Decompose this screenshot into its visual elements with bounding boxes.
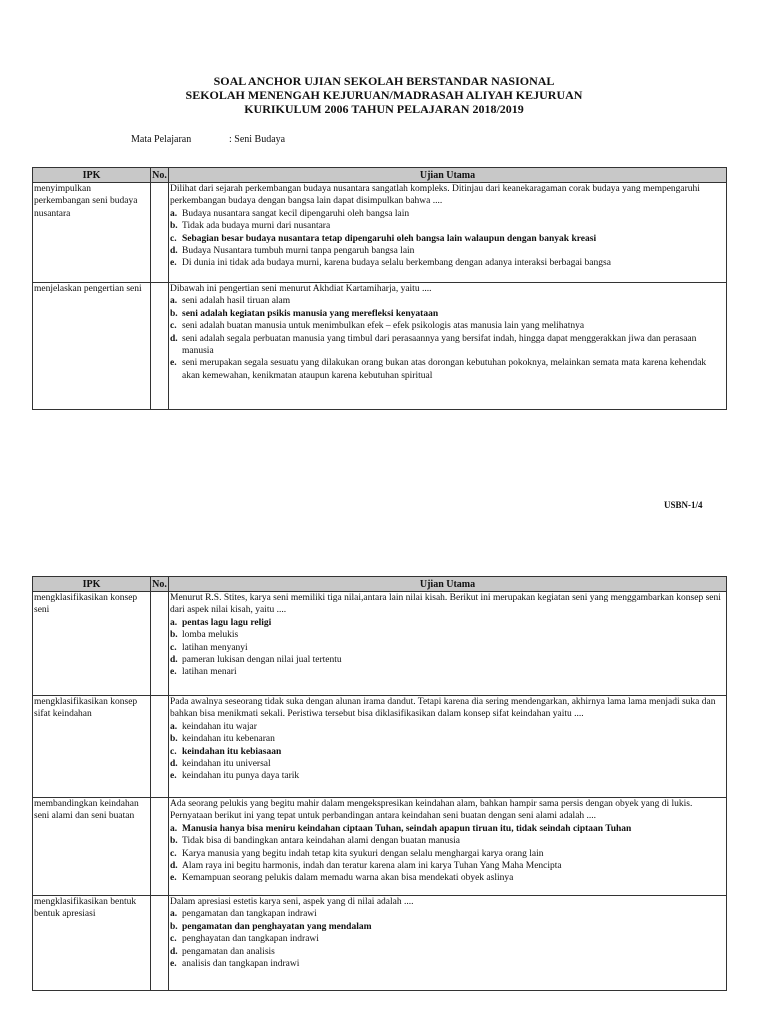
- question-row: [33, 798, 727, 896]
- column-header-no: No.: [152, 578, 167, 590]
- option-letter: d.: [170, 861, 178, 872]
- option-text: Budaya Nusantara tumbuh murni tanpa pengaruh bangsa lain: [182, 246, 415, 257]
- answer-option: [170, 629, 725, 641]
- option-text: seni adalah hasil tiruan alam: [182, 296, 291, 307]
- number-cell: [151, 283, 169, 410]
- number-cell: [151, 592, 169, 696]
- answer-option: [170, 770, 725, 782]
- option-text: seni adalah segala perbuatan manusia yang timbul dari perasaannya yang bersifat indah, hingga dapat menggerakkan jiwa dan perasaan manusia: [182, 333, 697, 357]
- ipk-cell: mengklasifikasikan konsep seni: [33, 592, 151, 696]
- answer-option: [170, 295, 725, 307]
- option-text: keindahan itu universal: [182, 759, 271, 770]
- question-cell: [169, 696, 727, 798]
- answer-option-correct: [170, 823, 725, 835]
- answer-option: [170, 860, 725, 872]
- option-text: seni adalah kegiatan psikis manusia yang merefleksi kenyataan: [182, 308, 439, 319]
- option-letter: d.: [170, 655, 178, 666]
- option-text: Di dunia ini tidak ada budaya murni, karena budaya selalu berkembang dengan adanya interaksi berbagai bangsa: [182, 258, 611, 269]
- answer-option: [170, 872, 725, 884]
- option-text: pentas lagu lagu religi: [182, 617, 272, 628]
- option-text: pengamatan dan analisis: [182, 946, 275, 957]
- question-cell: [169, 592, 727, 696]
- question-cell: [169, 798, 727, 896]
- question-stem: Ada seorang pelukis yang begitu mahir dalam mengekspresikan keindahan alam, bahkan hampir sama persis dengan obyek yang di lukis. Pernyataan berikut ini yang tepat untuk perbandingan antara keindahan seni buatan dengan seni alami adalah ....: [170, 799, 693, 822]
- option-letter: a.: [170, 208, 178, 219]
- option-text: Manusia hanya bisa meniru keindahan ciptaan Tuhan, seindah apapun tiruan itu, tidak seindah ciptaan Tuhan: [182, 823, 632, 834]
- option-letter: a.: [170, 617, 178, 628]
- page-number: USBN-1/4: [664, 500, 703, 510]
- answer-option-correct: [170, 617, 725, 629]
- ipk-cell: mengklasifikasikan konsep sifat keindahan: [33, 696, 151, 798]
- option-letter: e.: [170, 873, 177, 884]
- answer-option: [170, 908, 725, 920]
- option-letter: e.: [170, 358, 177, 369]
- answer-option: [170, 733, 725, 745]
- option-letter: b.: [170, 630, 178, 641]
- option-text: latihan menari: [182, 667, 237, 678]
- option-letter: c.: [170, 746, 177, 757]
- column-header-main: Ujian Utama: [169, 168, 727, 183]
- option-text: Kemampuan seorang pelukis dalam memadu warna akan bisa mendekati obyek aslinya: [182, 873, 514, 884]
- option-text: pameran lukisan dengan nilai jual tertentu: [182, 655, 342, 666]
- question-row: [33, 592, 727, 696]
- question-cell: [169, 183, 727, 283]
- answer-option: [170, 220, 725, 232]
- option-letter: d.: [170, 246, 178, 257]
- option-text: latihan menyanyi: [182, 642, 248, 653]
- option-letter: c.: [170, 642, 177, 653]
- option-text: keindahan itu kebiasaan: [182, 746, 282, 757]
- ipk-cell: membandingkan keindahan seni alami dan seni buatan: [33, 798, 151, 896]
- header-line-1: SOAL ANCHOR UJIAN SEKOLAH BERSTANDAR NASIONAL: [213, 74, 555, 88]
- column-header-ipk: IPK: [33, 577, 151, 592]
- answer-option: [170, 933, 725, 945]
- option-letter: b.: [170, 921, 178, 932]
- option-text: Karya manusia yang begitu indah tetap kita syukuri dengan selalu menghargai karya orang lain: [182, 848, 544, 859]
- number-cell: [151, 798, 169, 896]
- question-stem: Dilihat dari sejarah perkembangan budaya nusantara sangatlah kompleks. Ditinjau dari keanekaragaman corak budaya yang mempengaruhi perkembangan budaya dengan bangsa lain dapat disimpulkan bahwa ....: [170, 184, 700, 207]
- answer-option-correct: [170, 921, 725, 933]
- option-text: Tidak bisa di bandingkan antara keindahan alami dengan buatan manusia: [182, 836, 460, 847]
- answer-option: [170, 642, 725, 654]
- option-letter: a.: [170, 823, 178, 834]
- option-letter: c.: [170, 848, 177, 859]
- answer-option: [170, 758, 725, 770]
- option-text: seni adalah buatan manusia untuk menimbulkan efek – efek psikologis atas manusia lain yang melihatnya: [182, 321, 585, 332]
- answer-option: [170, 320, 725, 332]
- question-cell: [169, 283, 727, 410]
- answer-option-correct: [170, 308, 725, 320]
- answer-option-correct: [170, 746, 725, 758]
- option-text: Tidak ada budaya murni dari nusantara: [182, 221, 331, 232]
- subject-label: Mata Pelajaran: [131, 134, 192, 145]
- document-header: [0, 74, 768, 116]
- answer-option: [170, 257, 725, 269]
- question-stem: Dibawah ini pengertian seni menurut Akhdiat Kartamiharja, yaitu ....: [170, 284, 432, 294]
- question-row: [33, 896, 727, 991]
- option-letter: d.: [170, 759, 178, 770]
- option-text: keindahan itu punya daya tarik: [182, 771, 300, 782]
- header-line-3: KURIKULUM 2006 TAHUN PELAJARAN 2018/2019: [244, 102, 524, 116]
- column-header-main: Ujian Utama: [169, 577, 727, 592]
- option-letter: a.: [170, 296, 178, 307]
- option-letter: b.: [170, 308, 178, 319]
- option-text: lomba melukis: [182, 630, 239, 641]
- answer-option: [170, 357, 725, 382]
- option-text: keindahan itu kebenaran: [182, 734, 275, 745]
- option-text: seni merupakan segala sesuatu yang dilakukan orang bukan atas dorongan kebutuhan pokoknya, melainkan semata mata karena kehendak akan kemewahan, kenikmatan ataupun karena kebutuhan spiritual: [182, 358, 707, 381]
- option-text: Sebagian besar budaya nusantara tetap dipengaruhi oleh bangsa lain walaupun dengan banyak kreasi: [182, 233, 597, 244]
- option-text: analisis dan tangkapan indrawi: [182, 959, 300, 970]
- option-text: penghayatan dan tangkapan indrawi: [182, 934, 319, 945]
- subject-value: : Seni Budaya: [229, 134, 286, 145]
- answer-option: [170, 835, 725, 847]
- option-text: keindahan itu wajar: [182, 721, 257, 732]
- number-cell: [151, 696, 169, 798]
- answer-option: [170, 946, 725, 958]
- option-text: Budaya nusantara sangat kecil dipengaruhi oleh bangsa lain: [182, 208, 410, 219]
- question-table-page-1: [32, 167, 727, 410]
- answer-option: [170, 654, 725, 666]
- question-cell: [169, 896, 727, 991]
- number-cell: [151, 183, 169, 283]
- column-header-no: No.: [152, 169, 167, 181]
- answer-option-correct: [170, 233, 725, 245]
- option-letter: b.: [170, 221, 178, 232]
- question-table-page-2: [32, 576, 727, 991]
- option-letter: a.: [170, 909, 178, 920]
- ipk-cell: menyimpulkan perkembangan seni budaya nusantara: [33, 183, 151, 283]
- option-letter: e.: [170, 667, 177, 678]
- answer-option: [170, 333, 725, 358]
- answer-option: [170, 848, 725, 860]
- option-letter: c.: [170, 321, 177, 332]
- answer-option: [170, 958, 725, 970]
- answer-option: [170, 245, 725, 257]
- option-letter: d.: [170, 333, 178, 344]
- ipk-cell: mengklasifikasikan bentuk bentuk apresiasi: [33, 896, 151, 991]
- option-letter: b.: [170, 836, 178, 847]
- option-text: Alam raya ini begitu harmonis, indah dan teratur karena alam ini karya Tuhan Yang Maha Mencipta: [182, 861, 562, 872]
- question-stem: Menurut R.S. Stites, karya seni memiliki tiga nilai,antara lain nilai kisah. Berikut ini merupakan kegiatan seni yang menggambarkan konsep seni dari aspek nilai kisah, yaitu ....: [170, 593, 721, 616]
- answer-option: [170, 721, 725, 733]
- question-stem: Dalam apresiasi estetis karya seni, aspek yang di nilai adalah ....: [170, 897, 414, 907]
- ipk-cell: menjelaskan pengertian seni: [33, 283, 151, 410]
- header-line-2: SEKOLAH MENENGAH KEJURUAN/MADRASAH ALIYAH KEJURUAN: [185, 88, 583, 102]
- question-row: [33, 183, 727, 283]
- subject-line: [131, 134, 285, 145]
- option-letter: d.: [170, 946, 178, 957]
- number-cell: [151, 896, 169, 991]
- option-text: pengamatan dan tangkapan indrawi: [182, 909, 317, 920]
- option-letter: b.: [170, 734, 178, 745]
- answer-option: [170, 666, 725, 678]
- option-letter: e.: [170, 771, 177, 782]
- question-stem: Pada awalnya seseorang tidak suka dengan alunan irama dandut. Tetapi karena dia sering mendengarkan, akhirnya lama lama menjadi suka dan bahkan bisa menikmati sekali. Peristiwa tersebut bisa diklasifikasikan dalam konsep sifat keindahan yaitu ....: [170, 697, 716, 720]
- column-header-ipk: IPK: [33, 168, 151, 183]
- question-row: [33, 283, 727, 410]
- option-text: pengamatan dan penghayatan yang mendalam: [182, 921, 372, 932]
- question-row: [33, 696, 727, 798]
- option-letter: e.: [170, 258, 177, 269]
- option-letter: a.: [170, 721, 178, 732]
- option-letter: e.: [170, 959, 177, 970]
- answer-option: [170, 208, 725, 220]
- option-letter: c.: [170, 934, 177, 945]
- option-letter: c.: [170, 233, 177, 244]
